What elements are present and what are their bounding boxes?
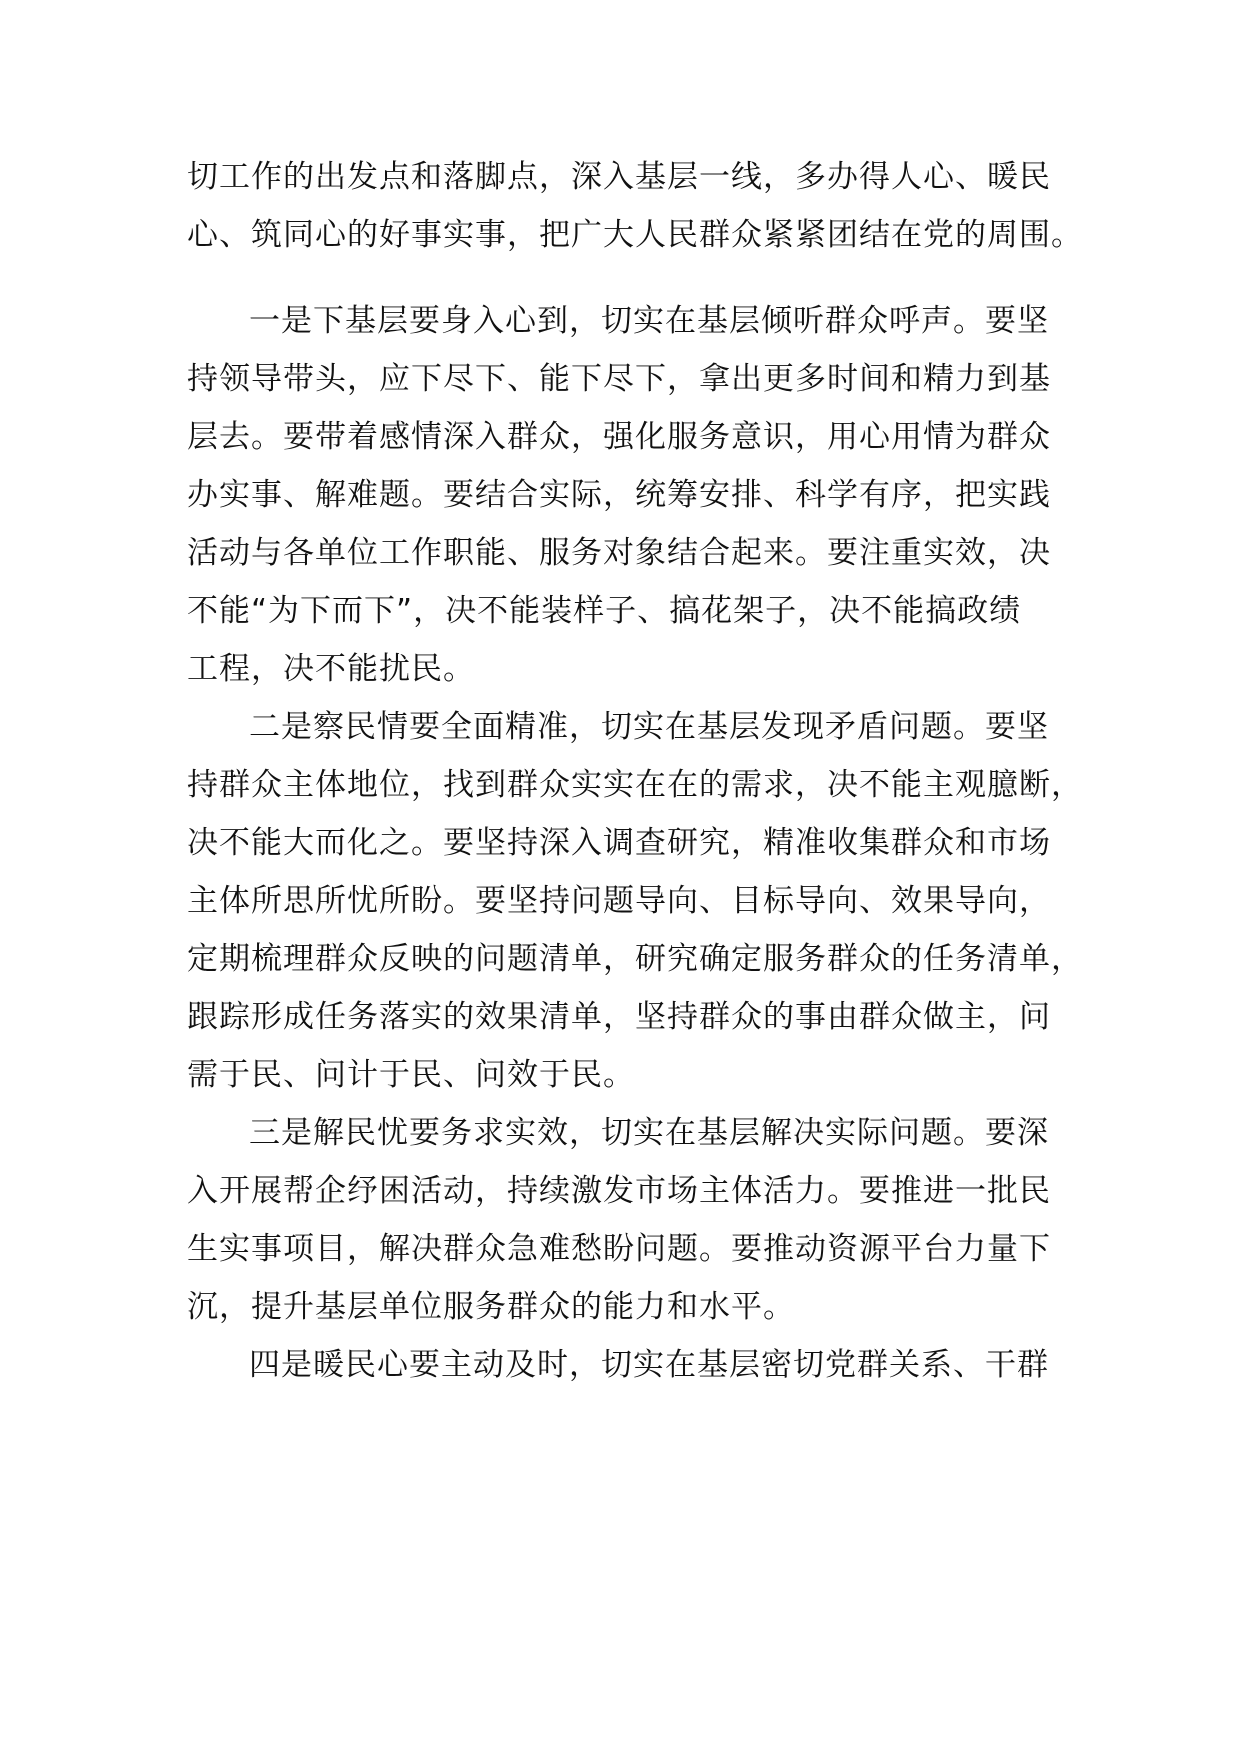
text-line: 办实事、解难题。要结合实际，统筹安排、科学有序，把实践 [187, 477, 1051, 513]
text-line: 活动与各单位工作职能、服务对象结合起来。要注重实效，决 [187, 535, 1051, 571]
paragraph-2-start: 二是察民情要全面精准，切实在基层发现矛盾问题。要坚 [249, 709, 1049, 745]
paragraph-4-start: 四是暖民心要主动及时，切实在基层密切党群关系、干群 [249, 1347, 1049, 1383]
text-line: 决不能大而化之。要坚持深入调查研究，精准收集群众和市场 [187, 825, 1051, 861]
text-line: 切工作的出发点和落脚点，深入基层一线，多办得人心、暖民 [187, 159, 1051, 195]
text-line: 工程，决不能扰民。 [187, 651, 475, 687]
text-line: 入开展帮企纾困活动，持续激发市场主体活力。要推进一批民 [187, 1173, 1051, 1209]
text-line: 心、筑同心的好事实事，把广大人民群众紧紧团结在党的周围。 [187, 217, 1083, 253]
text-line: 生实事项目，解决群众急难愁盼问题。要推动资源平台力量下 [187, 1231, 1051, 1267]
paragraph-3-start: 三是解民忧要务求实效，切实在基层解决实际问题。要深 [249, 1115, 1049, 1151]
text-line: 沉，提升基层单位服务群众的能力和水平。 [187, 1289, 795, 1325]
text-line: 不能“为下而下”，决不能装样子、搞花架子，决不能搞政绩 [187, 593, 1022, 629]
text-line: 主体所思所忧所盼。要坚持问题导向、目标导向、效果导向， [187, 883, 1051, 919]
text-line: 定期梳理群众反映的问题清单，研究确定服务群众的任务清单， [187, 941, 1083, 977]
text-line: 层去。要带着感情深入群众，强化服务意识，用心用情为群众 [187, 419, 1051, 455]
paragraph-1-start: 一是下基层要身入心到，切实在基层倾听群众呼声。要坚 [249, 303, 1049, 339]
text-line: 需于民、问计于民、问效于民。 [187, 1057, 635, 1093]
text-line: 持领导带头，应下尽下、能下尽下，拿出更多时间和精力到基 [187, 361, 1051, 397]
text-line: 跟踪形成任务落实的效果清单，坚持群众的事由群众做主，问 [187, 999, 1051, 1035]
text-line: 持群众主体地位，找到群众实实在在的需求，决不能主观臆断， [187, 767, 1083, 803]
